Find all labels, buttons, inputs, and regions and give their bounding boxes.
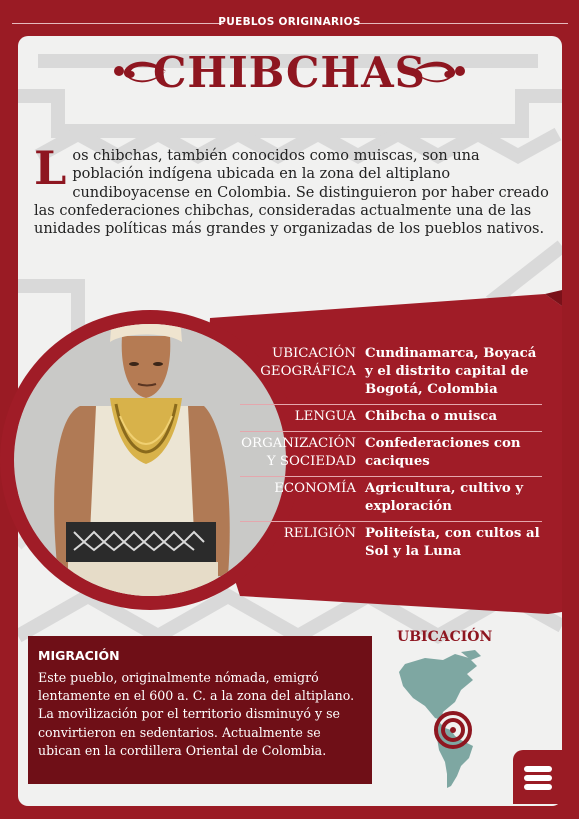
migration-title: MIGRACIÓN [38,648,120,663]
section-label: PUEBLOS ORIGINARIOS [218,16,361,28]
drop-cap: L [34,141,67,195]
brand-logo [513,750,563,804]
fact-value: Chibcha o muisca [365,409,498,424]
migration-text: Este pueblo, originalmente nómada, emigró lentamente en el 600 a. C. a la zona del altiplano. La movilización por el territorio disminuyó y se convirtieron en sedentarios. Actualmente se ubican en la cordillera Oriental de Colombia. [38,670,355,758]
stacked-bars-logo-icon [513,750,563,804]
fact-label: RELIGIÓN [283,526,356,541]
fact-value: Confederaciones con caciques [365,436,521,469]
fact-row [240,432,542,477]
fact-value: Agricultura, cultivo y exploración [365,481,524,514]
fact-row [240,342,542,405]
fact-value: Politeísta, con cultos al Sol y la Luna [365,526,540,559]
fact-label: ECONOMÍA [274,481,356,496]
fact-label: LENGUA [294,409,356,424]
chibcha-portrait [18,276,244,616]
fact-label: UBICACIÓN GEOGRÁFICA [260,346,356,379]
facts-table [240,342,542,566]
fact-row [240,477,542,522]
location-title: UBICACIÓN [397,629,493,645]
fact-value: Cundinamarca, Boyacá y el distrito capital de Bogotá, Colombia [365,346,537,397]
fact-row [240,522,542,566]
migration-box [28,636,372,784]
fact-row [240,405,542,432]
americas-map-icon [395,650,495,790]
fact-label: ORGANIZACIÓN Y SOCIEDAD [241,436,356,469]
page-title: CHIBCHAS [152,48,427,97]
intro-text: os chibchas, también conocidos como muiscas, son una población indígena ubicada en la zona del altiplano cundiboyacense en Colombia. Se distinguieron por haber creado las confederaciones chibchas, consideradas actualmente una de las unidades políticas más grandes y organizadas de los pueblos nativos. [34,148,549,238]
target-marker-icon [436,713,470,747]
